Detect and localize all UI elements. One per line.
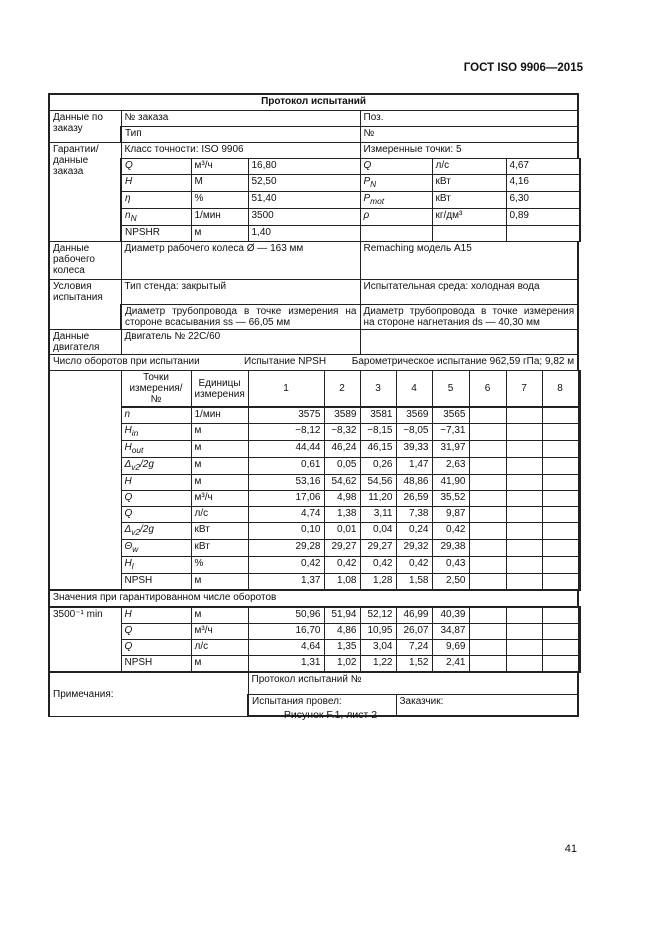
measurement-value: 0,05 (324, 458, 360, 475)
engine-empty-cell (360, 330, 578, 355)
quantity-unit: м (191, 574, 248, 591)
measurement-value (578, 640, 580, 656)
measurement-value: 1,38 (324, 507, 360, 523)
engine-label: Данные двигателя (49, 330, 121, 355)
measurement-value: 1,28 (360, 574, 396, 591)
measurement-value (469, 407, 506, 424)
measurement-value (578, 475, 580, 491)
measurement-value: 1,08 (324, 574, 360, 591)
measurement-value (542, 441, 578, 458)
table-row (49, 640, 580, 656)
quantity-symbol: H (121, 475, 191, 491)
conditions-label: Условия испытания (49, 280, 121, 330)
measurement-value: 0,42 (248, 557, 324, 574)
table-row (49, 607, 580, 624)
measurement-value: 1,31 (248, 656, 324, 673)
measurement-value (542, 475, 578, 491)
measurement-value (469, 523, 506, 540)
measurement-value (542, 491, 578, 507)
measurement-value (506, 523, 542, 540)
measurement-value: 3581 (360, 407, 396, 424)
figure-caption: Рисунок F.1, лист 2 (283, 709, 378, 721)
measurement-value (506, 656, 542, 673)
measurement-value: 4,74 (248, 507, 324, 523)
measurement-value: 44,44 (248, 441, 324, 458)
quantity-symbol: $H_{in}$ (121, 424, 191, 441)
measurement-value: 0,10 (248, 523, 324, 540)
guaranteed-body (49, 607, 580, 672)
measurement-value (542, 607, 578, 624)
stand-type: Тип стенда: закрытый (121, 280, 360, 305)
measurement-value: 46,99 (396, 607, 432, 624)
table-row (49, 540, 580, 557)
measurement-value: 9,87 (432, 507, 469, 523)
measurement-value (469, 540, 506, 557)
measurement-value (578, 624, 580, 640)
measurement-value: 0,43 (432, 557, 469, 574)
guaranteed-values-label: Значения при гарантированном числе оборотов (49, 590, 578, 607)
measurement-value (578, 607, 580, 624)
point-col-5: 5 (432, 371, 469, 408)
guarantee-row: NPSHR м 1,40 (49, 226, 580, 242)
quantity-unit: м (191, 475, 248, 491)
measurement-value (469, 491, 506, 507)
measurement-value: 0,42 (432, 523, 469, 540)
row-group-cell (49, 491, 121, 507)
table-row (49, 491, 580, 507)
measurement-value (469, 656, 506, 673)
measurement-value (469, 624, 506, 640)
quantity-unit: м (191, 424, 248, 441)
measurement-value: 0,42 (360, 557, 396, 574)
measurement-value: 0,42 (396, 557, 432, 574)
measurement-value: 0,26 (360, 458, 396, 475)
measurement-value (578, 507, 580, 523)
measurement-value: 0,61 (248, 458, 324, 475)
measurement-value (542, 656, 578, 673)
measurement-value: 26,07 (396, 624, 432, 640)
quantity-symbol: H (121, 607, 191, 624)
measurement-value: 1,37 (248, 574, 324, 591)
measurement-value: 7,38 (396, 507, 432, 523)
quantity-symbol: n (121, 407, 191, 424)
notes-label: Примечания: (49, 672, 248, 716)
measurement-value (506, 607, 542, 624)
table-row (49, 574, 580, 591)
quantity-unit: м (191, 656, 248, 673)
test-medium: Испытательная среда: холодная вода (360, 280, 578, 305)
table-row (49, 557, 580, 574)
row-group-cell (49, 656, 121, 673)
guarantee-row: H М 52,50 $P_N$ кВт 4,16 (49, 175, 580, 192)
measurement-value: 4,86 (324, 624, 360, 640)
measurement-value: 1,02 (324, 656, 360, 673)
impeller-model: Remaching модель A15 (360, 242, 578, 280)
barometric-test: Барометрическое испытание 962,59 гПа; 9,82 м (351, 356, 575, 367)
quantity-unit: м³/ч (191, 491, 248, 507)
guarantee-row: $n_N$ 1/мин 3500 ρ кг/дм³ 0,89 (49, 209, 580, 226)
customer: Заказчик: (396, 694, 578, 716)
point-col-7: 7 (506, 371, 542, 408)
measurement-value (506, 557, 542, 574)
quantity-symbol: $\Delta_{v2}/2g$ (121, 458, 191, 475)
measurement-value (469, 640, 506, 656)
measurement-value (542, 540, 578, 557)
quantity-symbol: Q (121, 624, 191, 640)
row-group-cell (49, 624, 121, 640)
measurement-value: 16,70 (248, 624, 324, 640)
npsh-test-label: Испытание NPSH (244, 356, 327, 367)
measurement-value (542, 458, 578, 475)
quantity-unit: % (191, 557, 248, 574)
tested-by: Испытания провел: (248, 694, 396, 716)
measurement-value: 3,04 (360, 640, 396, 656)
quantity-symbol: NPSH (121, 574, 191, 591)
measurement-value (506, 441, 542, 458)
point-col-9 (578, 371, 580, 408)
measurement-value (506, 458, 542, 475)
quantity-symbol: Q (121, 491, 191, 507)
measurement-value (469, 475, 506, 491)
quantity-symbol: $H_l$ (121, 557, 191, 574)
measurement-value (506, 540, 542, 557)
measurement-value (506, 574, 542, 591)
measurement-value (542, 557, 578, 574)
measurement-value: 48,86 (396, 475, 432, 491)
measurement-value: 46,15 (360, 441, 396, 458)
measurement-value (542, 624, 578, 640)
measurement-value: 41,90 (432, 475, 469, 491)
measurement-value (542, 640, 578, 656)
measurement-value: 11,20 (360, 491, 396, 507)
quantity-symbol: $H_{out}$ (121, 441, 191, 458)
measurement-value (506, 407, 542, 424)
measurement-value (578, 491, 580, 507)
measurement-value: 2,50 (432, 574, 469, 591)
measurement-value: 29,27 (360, 540, 396, 557)
measurements-body (49, 407, 580, 590)
guarantee-label: Гарантии/ данные заказа (49, 143, 121, 242)
quantity-symbol: $\Theta_w$ (121, 540, 191, 557)
measurement-value (578, 540, 580, 557)
measurement-value: 35,52 (432, 491, 469, 507)
measurement-value: 34,87 (432, 624, 469, 640)
measurement-value: 29,32 (396, 540, 432, 557)
measurement-value: 0,01 (324, 523, 360, 540)
measurement-value: 7,24 (396, 640, 432, 656)
table-row (49, 507, 580, 523)
measurement-value (506, 640, 542, 656)
measurement-value: 1,22 (360, 656, 396, 673)
table-row (49, 656, 580, 673)
suction-diameter: Диаметр трубопровода в точке измерения на стороне всасывания ss — 66,05 мм (121, 305, 360, 330)
page-number: 41 (564, 843, 577, 855)
measurement-value: −8,12 (248, 424, 324, 441)
measurement-value (578, 441, 580, 458)
row-group-cell: 3500⁻¹ min (49, 607, 121, 624)
measurement-value (506, 507, 542, 523)
quantity-unit: м (191, 458, 248, 475)
table-row (49, 624, 580, 640)
accuracy-class: Класс точности: ISO 9906 (121, 143, 360, 159)
measurement-value: 1,52 (396, 656, 432, 673)
speed-label: Число оборотов при испытании (53, 356, 200, 367)
discharge-diameter: Диаметр трубопровода в точке измерения на стороне нагнетания ds — 40,30 мм (360, 305, 578, 330)
measurement-value: 29,28 (248, 540, 324, 557)
measurement-value (578, 407, 580, 424)
quantity-unit: м³/ч (191, 624, 248, 640)
measurement-value: 1,47 (396, 458, 432, 475)
measurement-value: −8,32 (324, 424, 360, 441)
measurement-value (542, 407, 578, 424)
measurement-value: 53,16 (248, 475, 324, 491)
measurement-value (506, 491, 542, 507)
quantity-unit: л/с (191, 640, 248, 656)
measurement-value (469, 607, 506, 624)
measurement-value: 0,42 (324, 557, 360, 574)
measurement-value: 46,24 (324, 441, 360, 458)
measurement-value (469, 424, 506, 441)
measurement-value: 29,27 (324, 540, 360, 557)
order-type: Тип (121, 127, 360, 143)
measurement-value: 26,59 (396, 491, 432, 507)
measurement-value (506, 475, 542, 491)
point-col-4: 4 (396, 371, 432, 408)
quantity-unit: л/с (191, 507, 248, 523)
row-group-cell (49, 540, 121, 557)
quantity-symbol: Q (121, 640, 191, 656)
measurement-value (542, 507, 578, 523)
measurement-value (469, 458, 506, 475)
order-number: № заказа (121, 111, 360, 127)
units-header: Единицы измерения (191, 371, 248, 408)
position: Поз. (360, 111, 578, 127)
table-row (49, 424, 580, 441)
quantity-symbol: NPSH (121, 656, 191, 673)
quantity-unit: м (191, 441, 248, 458)
measurement-value: 1,35 (324, 640, 360, 656)
measurement-value: 3565 (432, 407, 469, 424)
order-data-label: Данные по заказу (49, 111, 121, 143)
measurement-value (542, 523, 578, 540)
point-col-3: 3 (360, 371, 396, 408)
table-row (49, 475, 580, 491)
table-row (49, 441, 580, 458)
point-col-1: 1 (248, 371, 324, 408)
measurement-value: 39,33 (396, 441, 432, 458)
row-group-cell (49, 507, 121, 523)
measurement-value: 4,64 (248, 640, 324, 656)
measurement-value (469, 441, 506, 458)
table-row (49, 523, 580, 540)
row-group-cell (49, 523, 121, 540)
measurement-value (578, 656, 580, 673)
measurement-value (469, 507, 506, 523)
quantity-unit: кВт (191, 540, 248, 557)
speed-row (49, 355, 578, 371)
measurement-value: 1,58 (396, 574, 432, 591)
points-header: Точки измерения/ № (121, 371, 191, 408)
row-group-cell (49, 557, 121, 574)
measurement-value: 3589 (324, 407, 360, 424)
measurement-value (506, 424, 542, 441)
measurement-value: 54,56 (360, 475, 396, 491)
measurement-value: 40,39 (432, 607, 469, 624)
measurement-value (506, 624, 542, 640)
row-group-cell (49, 407, 121, 424)
point-col-6: 6 (469, 371, 506, 408)
row-group-cell (49, 424, 121, 441)
measurement-value (578, 523, 580, 540)
measurement-value: 54,62 (324, 475, 360, 491)
measurement-value: −8,15 (360, 424, 396, 441)
measurement-value: 51,94 (324, 607, 360, 624)
quantity-unit: м (191, 607, 248, 624)
point-col-2: 2 (324, 371, 360, 408)
measurement-value (542, 574, 578, 591)
measurement-value: 17,06 (248, 491, 324, 507)
empty-left-cell (49, 371, 121, 408)
measurement-value (578, 458, 580, 475)
measurement-value (469, 557, 506, 574)
protocol-number: Протокол испытаний № (248, 672, 578, 694)
row-group-cell (49, 475, 121, 491)
measurement-value: −8,05 (396, 424, 432, 441)
measurement-value: 3,11 (360, 507, 396, 523)
measurement-value (542, 424, 578, 441)
measurement-value: 9,69 (432, 640, 469, 656)
table-row (49, 458, 580, 475)
engine-number: Двигатель № 22С/60 (121, 330, 360, 355)
impeller-label: Данные рабочего колеса (49, 242, 121, 280)
measurement-value: −7,31 (432, 424, 469, 441)
measurement-value (469, 574, 506, 591)
measurement-value (578, 557, 580, 574)
quantity-unit: кВт (191, 523, 248, 540)
measurement-value: 0,04 (360, 523, 396, 540)
measurement-value: 0,24 (396, 523, 432, 540)
order-no: № (360, 127, 578, 143)
test-protocol-table (48, 93, 581, 717)
quantity-symbol: Q (121, 507, 191, 523)
guarantee-row: η % 51,40 $P_{mot}$ кВт 6,30 (49, 192, 580, 209)
measurement-value (578, 574, 580, 591)
standard-number: ГОСТ ISO 9906—2015 (463, 62, 583, 74)
measurement-value: 2,41 (432, 656, 469, 673)
measurement-value: 4,98 (324, 491, 360, 507)
measurement-value: 3569 (396, 407, 432, 424)
impeller-diameter: Диаметр рабочего колеса Ø — 163 мм (121, 242, 360, 280)
row-group-cell (49, 574, 121, 591)
quantity-symbol: $\Delta_{v2}/2g$ (121, 523, 191, 540)
measurement-value: 52,12 (360, 607, 396, 624)
row-group-cell (49, 640, 121, 656)
table-row (49, 407, 580, 424)
point-col-8: 8 (542, 371, 578, 408)
measurement-value: 2,63 (432, 458, 469, 475)
measured-points: Измеренные точки: 5 (360, 143, 578, 159)
measurement-value: 10,95 (360, 624, 396, 640)
protocol-title: Протокол испытаний (49, 94, 578, 111)
row-group-cell (49, 458, 121, 475)
measurement-value: 3575 (248, 407, 324, 424)
row-group-cell (49, 441, 121, 458)
measurement-value: 50,96 (248, 607, 324, 624)
measurement-value: 31,97 (432, 441, 469, 458)
guarantee-row: Q м³/ч 16,80 Q л/с 4,67 (49, 159, 580, 175)
measurement-value (578, 424, 580, 441)
quantity-unit: 1/мин (191, 407, 248, 424)
measurement-value: 29,38 (432, 540, 469, 557)
